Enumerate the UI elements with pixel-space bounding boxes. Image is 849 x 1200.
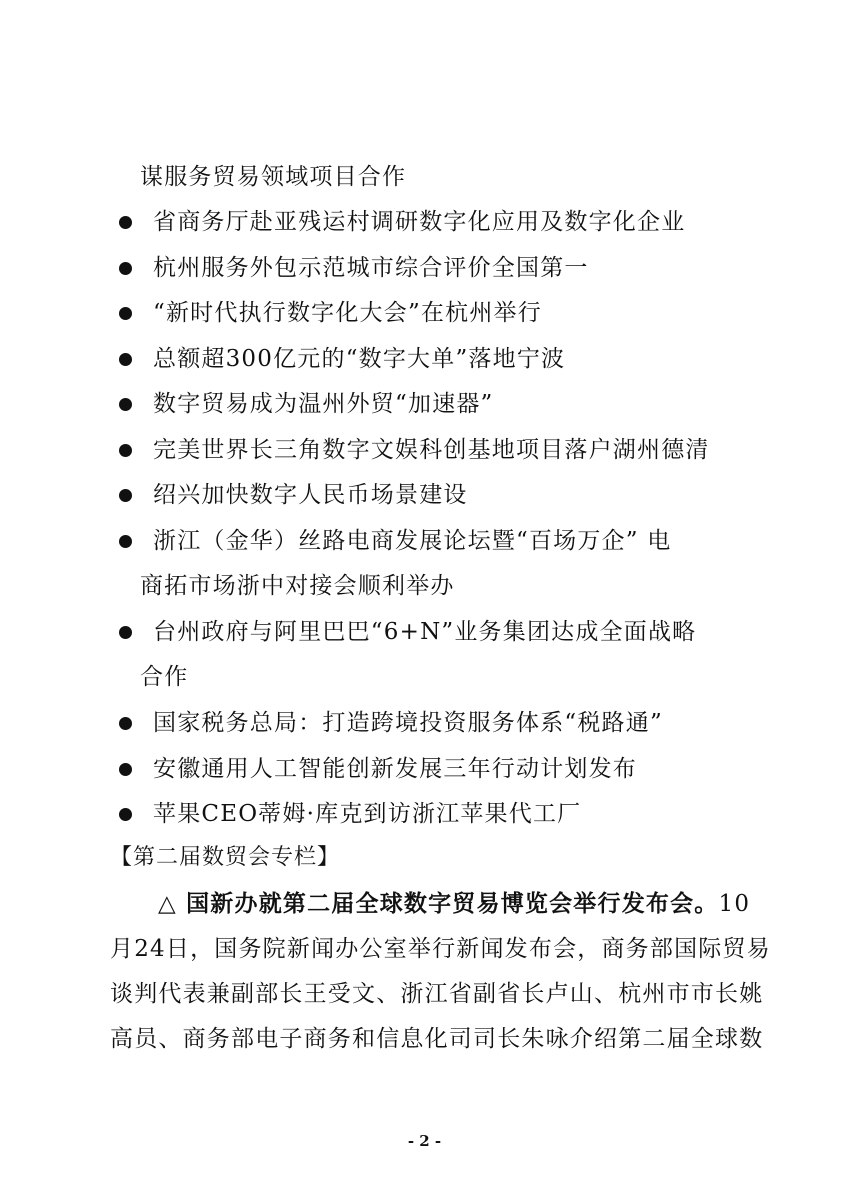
bullet-text: 国家税务总局：打造跨境投资服务体系“税路通”: [153, 710, 663, 736]
bullet-text: 省商务厅赴亚残运村调研数字化应用及数字化企业: [153, 209, 686, 235]
bullet-text: 浙江（金华）丝路电商发展论坛暨“百场万企” 电: [153, 528, 672, 554]
bullet-icon: [119, 353, 132, 366]
paragraph-line: 高员、商务部电子商务和信息化司司长朱咏介绍第二届全球数: [110, 1026, 764, 1052]
bullet-text-continuation: 商拓市场浙中对接会顺利举办: [140, 573, 455, 599]
bullet-icon: [119, 626, 132, 639]
bullet-text-continuation: 合作: [140, 664, 189, 690]
list-continuation: 谋服务贸易领域项目合作: [140, 164, 407, 190]
bullet-text: 绍兴加快数字人民币场景建设: [153, 482, 468, 508]
section-heading: 【第二届数贸会专栏】: [110, 845, 341, 870]
bullet-text: 总额超300亿元的“数字大单”落地宁波: [153, 346, 566, 372]
paragraph-line: 月24日，国务院新闻办公室举行新闻发布会，商务部国际贸易: [110, 936, 771, 962]
paragraph-lead-rest: 10: [718, 891, 751, 917]
bullet-icon: [119, 717, 132, 730]
bullet-icon: [119, 763, 132, 776]
bullet-icon: [119, 398, 132, 411]
page-number: - 2 -: [407, 1132, 442, 1150]
paragraph-lead: △ 国新办就第二届全球数字贸易博览会举行发布会。: [158, 890, 719, 917]
bullet-text: 数字贸易成为温州外贸“加速器”: [153, 391, 494, 417]
bullet-icon: [119, 444, 132, 457]
bullet-icon: [119, 535, 132, 548]
bullet-icon: [119, 489, 132, 502]
bullet-icon: [119, 262, 132, 275]
bullet-text: 台州政府与阿里巴巴“6+N”业务集团达成全面战略: [153, 619, 697, 645]
bullet-text: 杭州服务外包示范城市综合评价全国第一: [153, 255, 589, 281]
paragraph-line: 谈判代表兼副部长王受文、浙江省副省长卢山、杭州市市长姚: [110, 981, 764, 1007]
bullet-icon: [119, 808, 132, 821]
bullet-icon: [119, 307, 132, 320]
bullet-text: 苹果CEO蒂姆·库克到访浙江苹果代工厂: [153, 801, 582, 827]
bullet-icon: [119, 216, 132, 229]
bullet-text: 安徽通用人工智能创新发展三年行动计划发布: [153, 756, 637, 782]
bullet-text: 完美世界长三角数字文娱科创基地项目落户湖州德清: [153, 437, 710, 463]
bullet-text: “新时代执行数字化大会”在杭州举行: [153, 300, 542, 326]
paragraph-first-line: [158, 889, 750, 919]
